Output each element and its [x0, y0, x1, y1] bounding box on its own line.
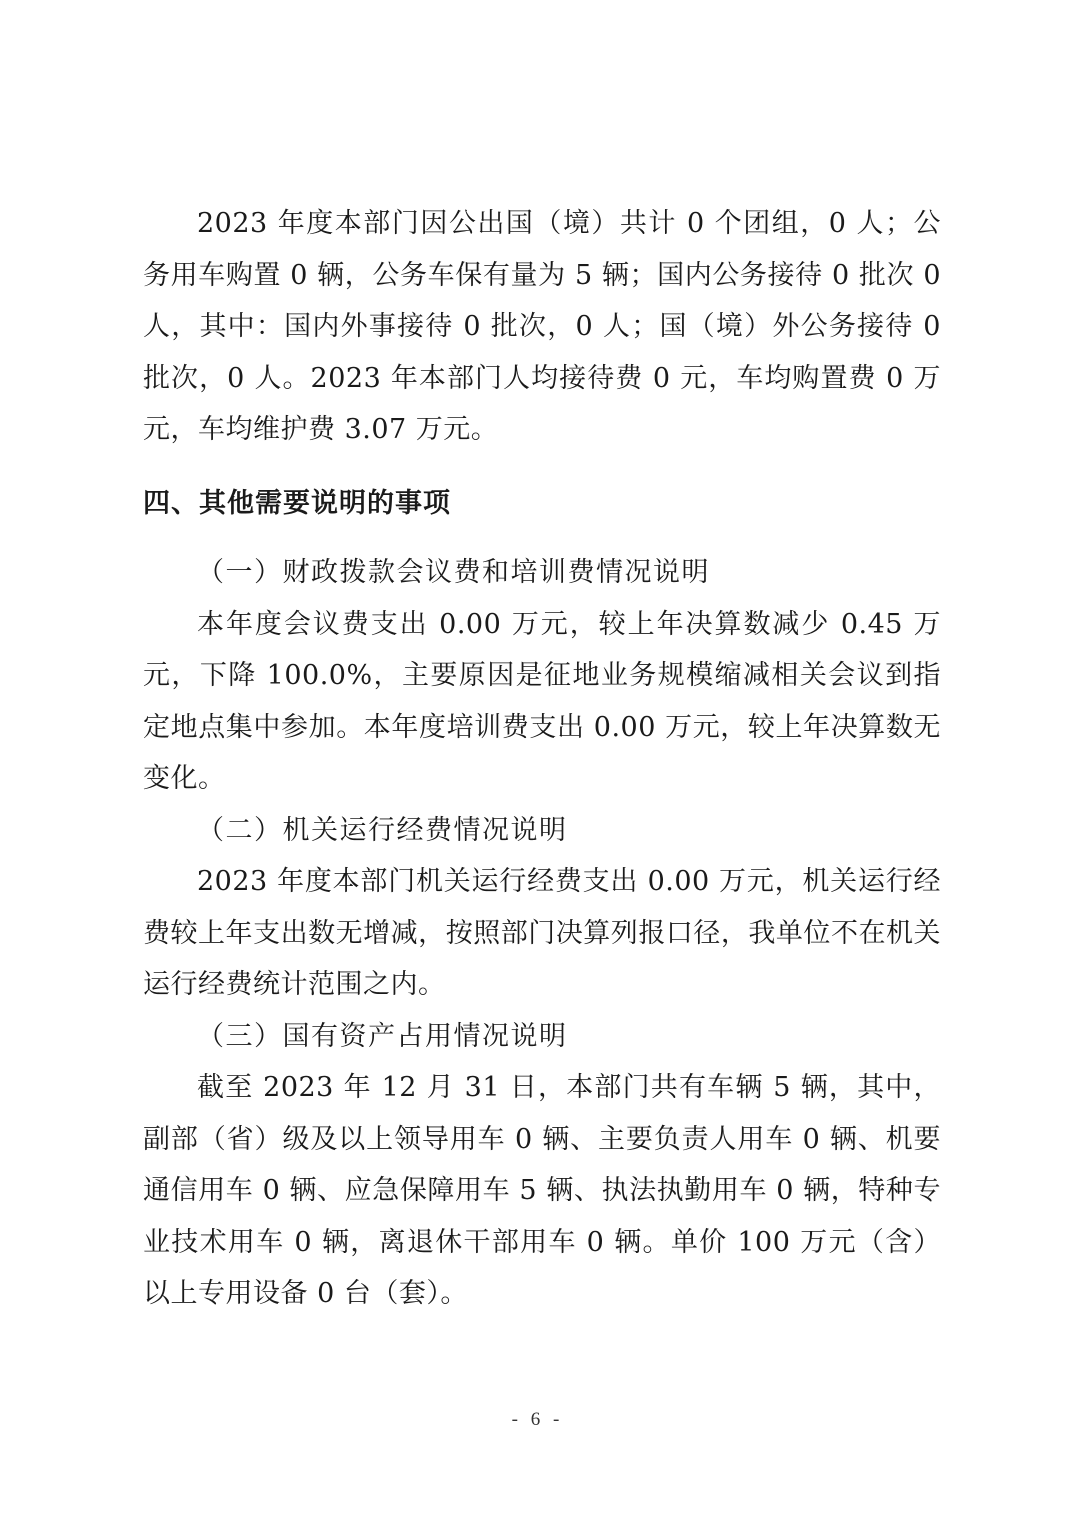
- paragraph-meeting-training-fees: 本年度会议费支出 0.00 万元，较上年决算数减少 0.45 万元，下降 100.0%，主要原因是征地业务规模缩减相关会议到指定地点集中参加。本年度培训费支出 0.00 万元，较上年决算数无变化。: [143, 608, 941, 794]
- document-body: [143, 198, 941, 1320]
- paragraph-overseas-travel-vehicles: 2023 年度本部门因公出国（境）共计 0 个团组，0 人；公务用车购置 0 辆，公务车保有量为 5 辆；国内公务接待 0 批次 0 人，其中：国内外事接待 0 批次，0 人；国（境）外公务接待 0 批次，0 人。2023 年本部门人均接待费 0 元，车均购置费 0 万元，车均维护费 3.07 万元。: [143, 208, 941, 445]
- subheading-operating-expenses: （二）机关运行经费情况说明: [197, 814, 568, 846]
- paragraph-operating-expenses: 2023 年度本部门机关运行经费支出 0.00 万元，机关运行经费较上年支出数无增减，按照部门决算列报口径，我单位不在机关运行经费统计范围之内。: [143, 866, 941, 1000]
- page-number: - 6 -: [511, 1409, 564, 1430]
- subheading-meeting-training-fees: （一）财政拨款会议费和培训费情况说明: [197, 557, 710, 588]
- paragraph-state-assets: 截至 2023 年 12 月 31 日，本部门共有车辆 5 辆，其中，副部（省）级及以上领导用车 0 辆、主要负责人用车 0 辆、机要通信用车 0 辆、应急保障用车 5 辆、执法执勤用车 0 辆，特种专业技术用车 0 辆，离退休干部用车 0 辆。单价 100 万元（含）以上专用设备 0 台（套）。: [143, 1072, 941, 1309]
- section-heading-other-matters: 四、其他需要说明的事项: [143, 487, 451, 519]
- subheading-state-assets: （三）国有资产占用情况说明: [197, 1020, 568, 1052]
